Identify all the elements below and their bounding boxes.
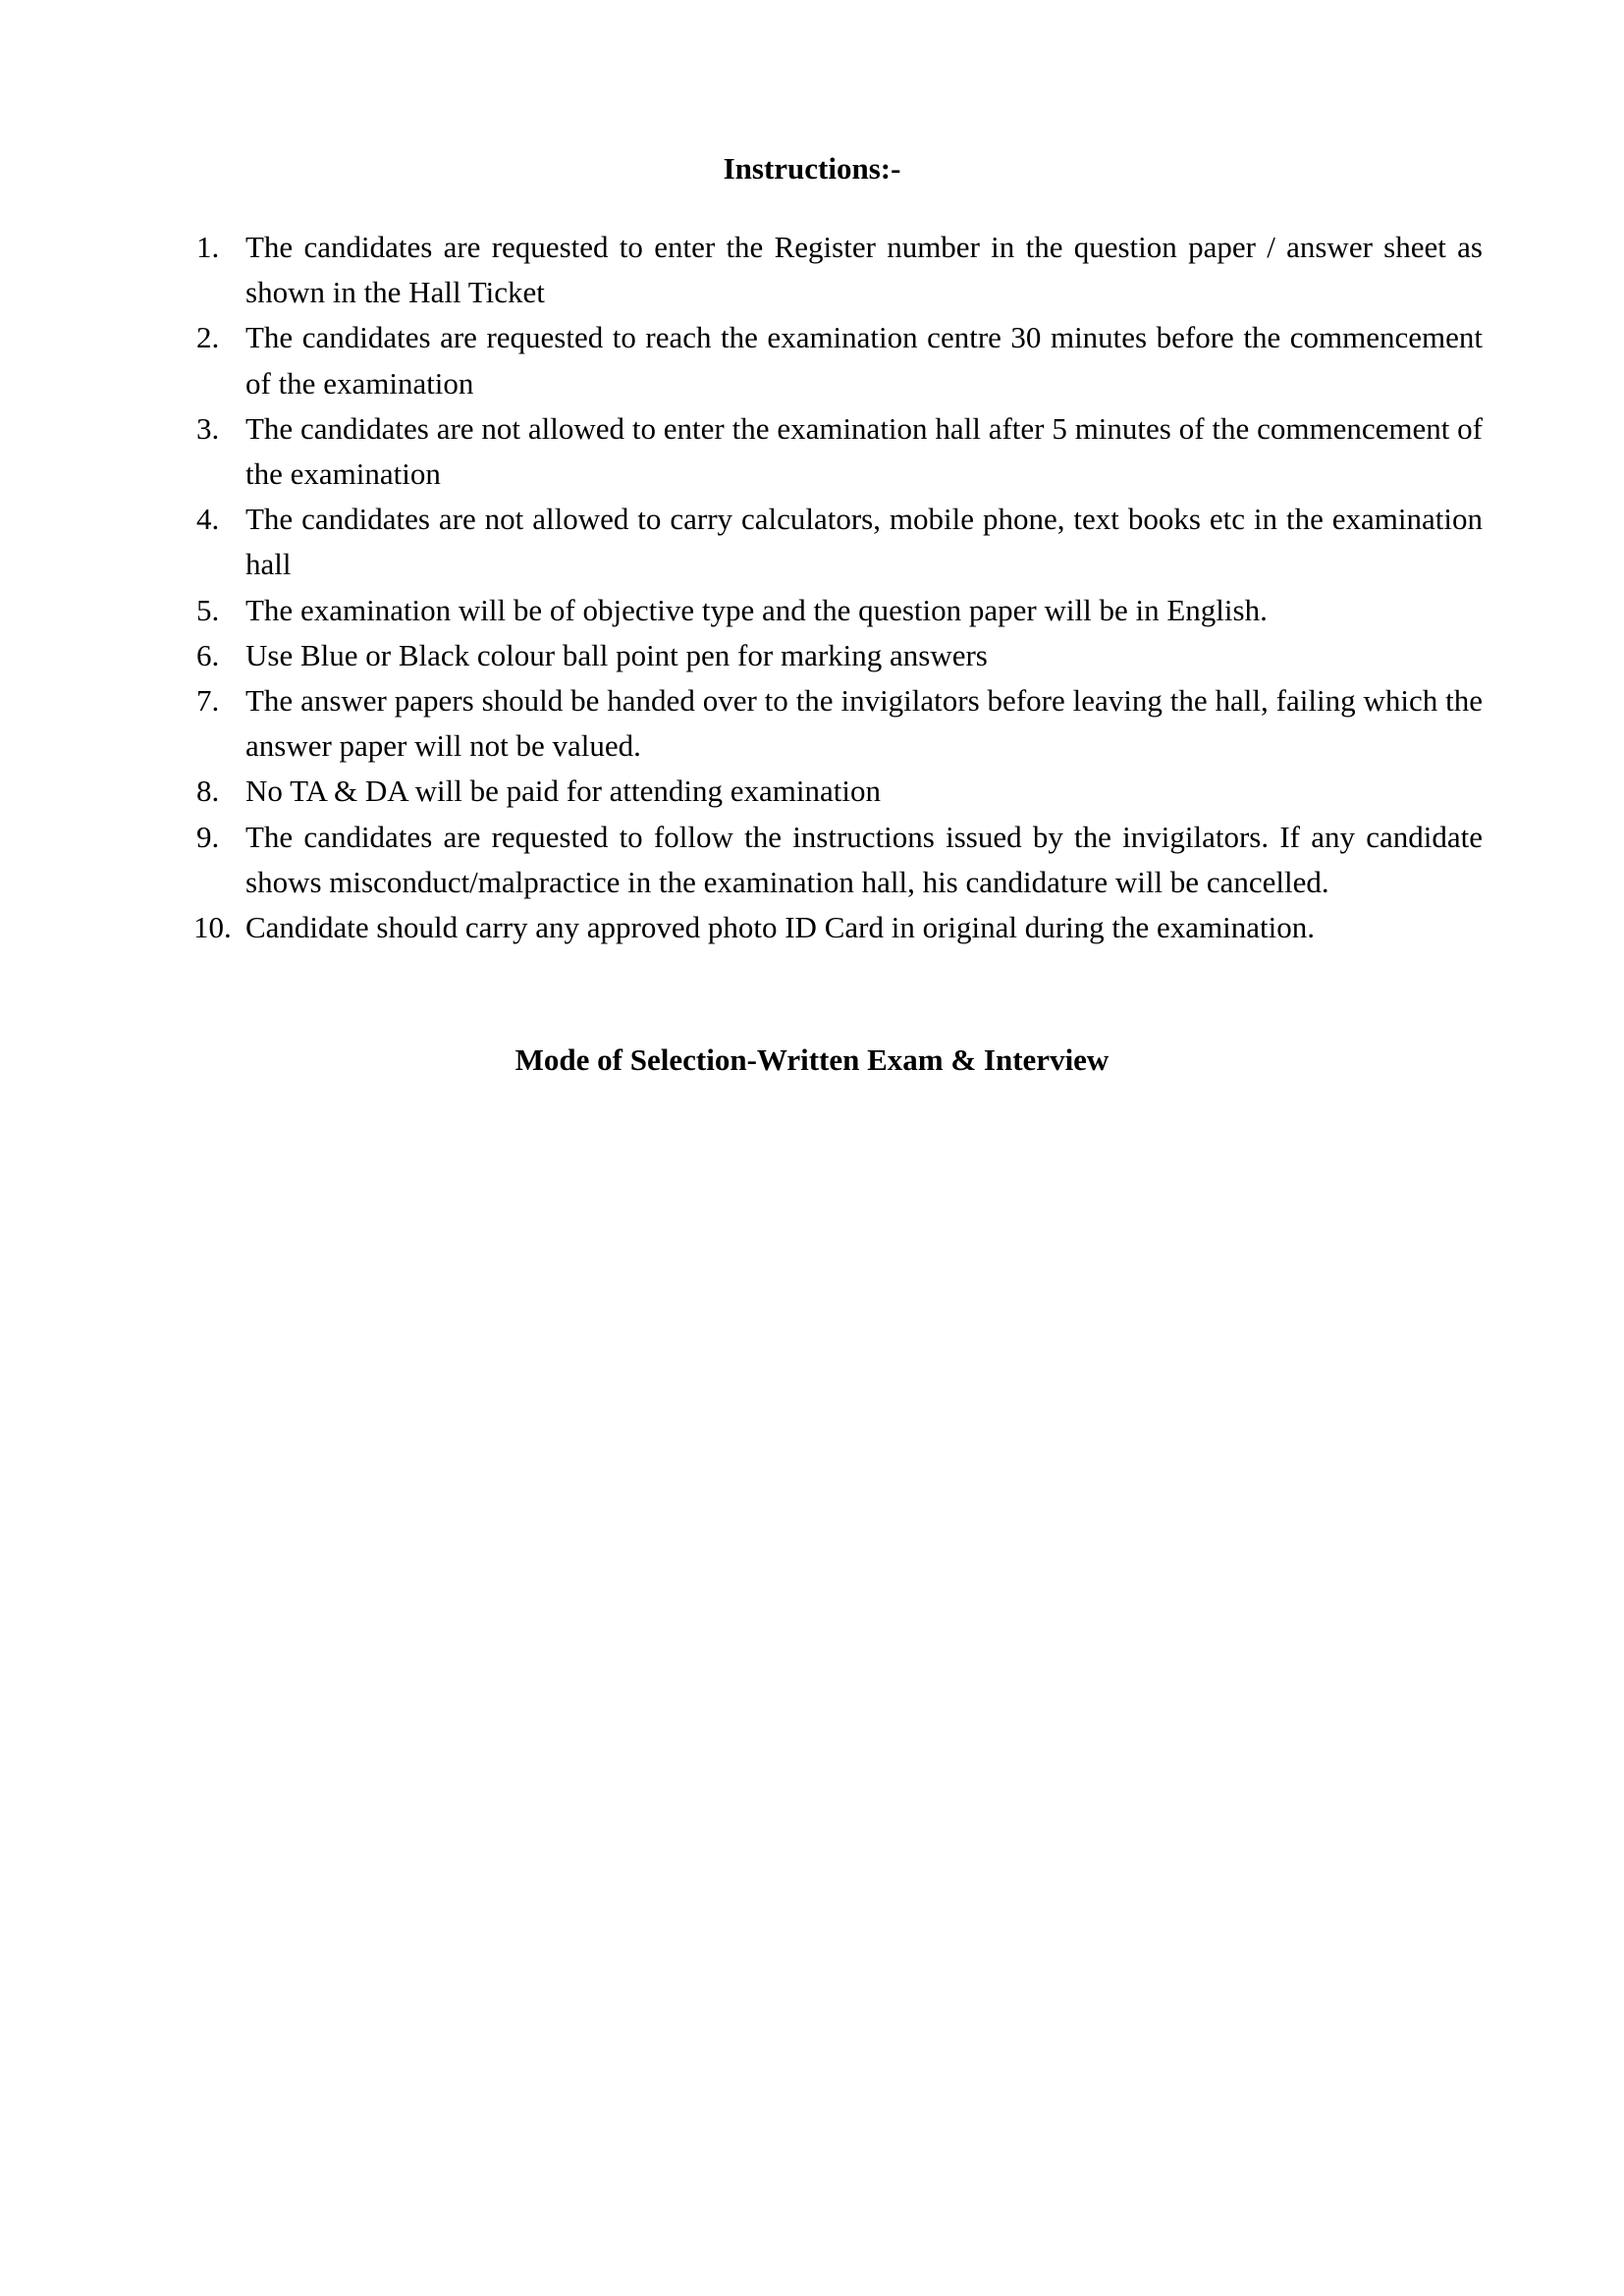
- list-item: [196, 588, 1483, 633]
- list-item: [196, 769, 1483, 814]
- list-item-number: 9.: [196, 819, 220, 854]
- list-item-text: No TA & DA will be paid for attending examination: [245, 774, 881, 809]
- list-item-text: The candidates are requested to follow the instructions issued by the invigilators. If any candidate shows misconduct/malpractice in the examination hall, his candidature will be cancelled.: [245, 819, 1483, 899]
- list-item-number: 1.: [196, 230, 220, 264]
- list-item-number: 7.: [196, 683, 220, 719]
- list-item: [196, 815, 1483, 905]
- list-item: [193, 905, 1483, 950]
- list-item: [196, 633, 1483, 678]
- list-item-text: Use Blue or Black colour ball point pen for marking answers: [245, 637, 988, 672]
- list-item: [196, 678, 1483, 769]
- instructions-heading: Instructions:-: [723, 151, 901, 186]
- list-item-number: 4.: [196, 502, 220, 537]
- list-item: [196, 225, 1483, 315]
- list-item-number: 3.: [196, 410, 220, 446]
- list-item-text: The examination will be of objective type and the question paper will be in English.: [245, 592, 1268, 627]
- list-item-number: 8.: [196, 774, 220, 809]
- list-item-text: Candidate should carry any approved photo ID Card in original during the examination.: [245, 910, 1316, 945]
- list-item: [196, 406, 1483, 497]
- list-item-text: The answer papers should be handed over to the invigilators before leaving the hall, failing which the answer paper will not be valued.: [245, 683, 1483, 764]
- instructions-list: [193, 225, 1483, 950]
- list-item: [196, 315, 1483, 405]
- mode-of-selection-heading: Mode of Selection-Written Exam & Interview: [514, 1042, 1110, 1077]
- list-item: [196, 497, 1483, 587]
- list-item-text: The candidates are requested to enter the Register number in the question paper / answer sheet as shown in the Hall Ticket: [245, 230, 1483, 310]
- list-item-text: The candidates are requested to reach the examination centre 30 minutes before the commencement of the examination: [245, 320, 1483, 400]
- list-item-number: 10.: [193, 910, 232, 945]
- list-item-number: 6.: [196, 637, 220, 672]
- list-item-number: 5.: [196, 592, 220, 627]
- list-item-text: The candidates are not allowed to enter the examination hall after 5 minutes of the commencement of the examination: [245, 410, 1483, 492]
- list-item-text: The candidates are not allowed to carry calculators, mobile phone, text books etc in the examination hall: [245, 502, 1483, 582]
- list-item-number: 2.: [196, 320, 220, 355]
